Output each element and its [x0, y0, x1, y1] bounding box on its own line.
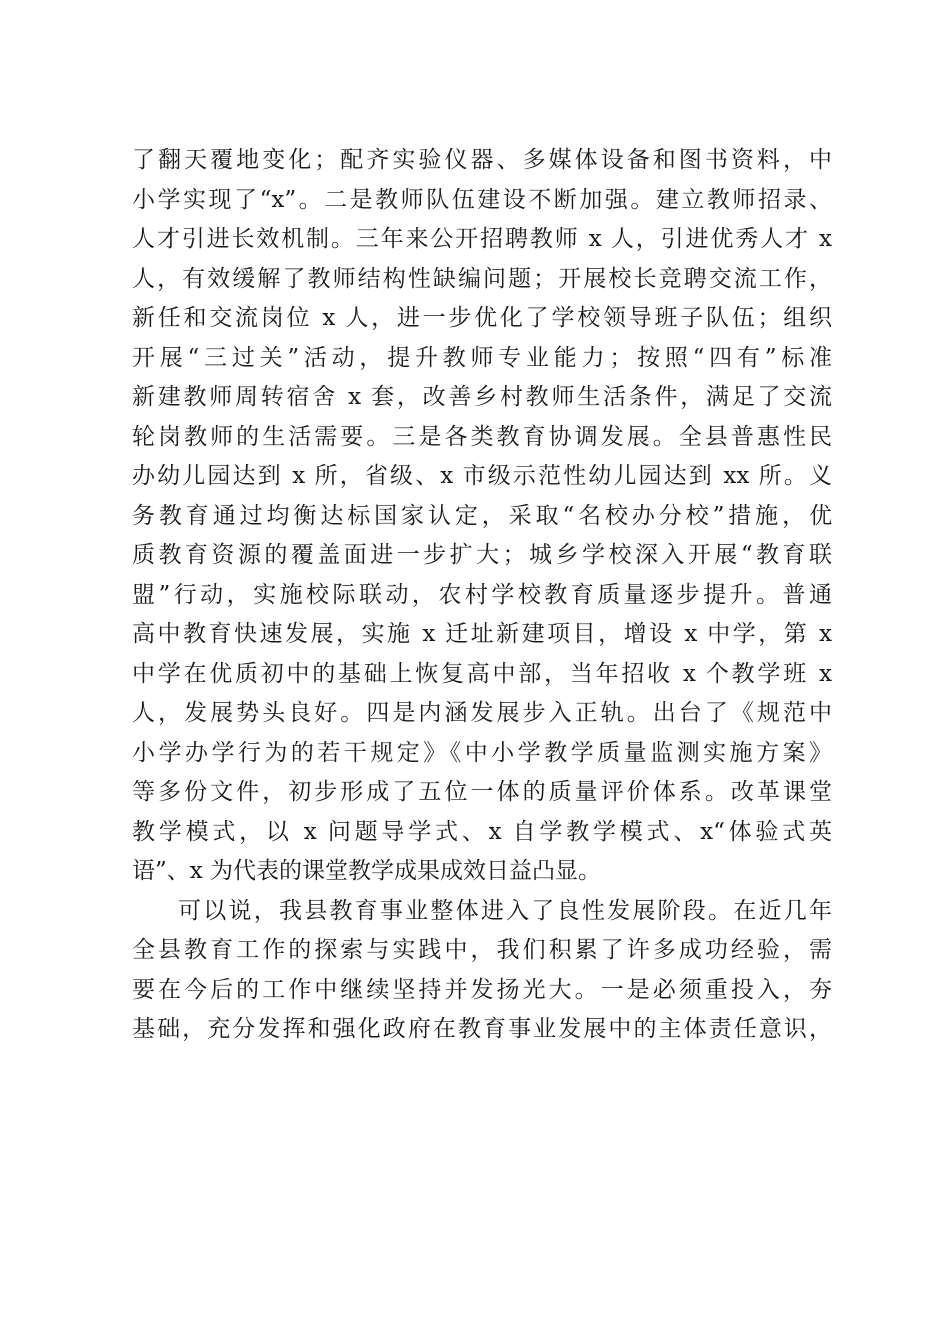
text-line: 要在今后的工作中继续坚持并发扬光大。一是必须重投入，夯: [132, 976, 832, 1003]
text-line: 小学办学行为的若干规定》《中小学教学质量监测实施方案》: [132, 739, 832, 766]
text-line: 办幼儿园达到 x 所，省级、x 市级示范性幼儿园达到 xx 所。义: [132, 463, 832, 489]
text-line: 教学模式，以 x 问题导学式、x 自学教学模式、x“体验式英: [132, 818, 832, 845]
document-body: [132, 141, 832, 1050]
text-line: 人，发展势头良好。四是内涵发展步入正轨。出台了《规范中: [132, 700, 832, 726]
text-line: 高中教育快速发展，实施 x 迁址新建项目，增设 x 中学，第 x: [132, 621, 832, 647]
paragraph-1: [132, 141, 832, 892]
text-line: 轮岗教师的生活需要。三是各类教育协调发展。全县普惠性民: [132, 423, 832, 450]
text-line: 质教育资源的覆盖面进一步扩大；城乡学校深入开展“教育联: [132, 542, 832, 568]
text-line: 等多份文件，初步形成了五位一体的质量评价体系。改革课堂: [132, 779, 832, 805]
text-line: 全县教育工作的探索与实践中，我们积累了许多成功经验，需: [132, 937, 832, 963]
text-line: 语”、x 为代表的课堂教学成果成效日益凸显。: [132, 858, 602, 884]
text-line: 可以说，我县教育事业整体进入了良性发展阶段。在近几年: [178, 897, 832, 924]
text-line: 新任和交流岗位 x 人，进一步优化了学校领导班子队伍；组织: [132, 305, 832, 331]
text-line: 了翻天覆地变化；配齐实验仪器、多媒体设备和图书资料，中: [132, 147, 832, 173]
text-line: 人，有效缓解了教师结构性缺编问题；开展校长竞聘交流工作，: [132, 265, 832, 292]
text-line: 开展“三过关”活动，提升教师专业能力；按照“四有”标准: [132, 344, 832, 371]
paragraph-2: [132, 892, 832, 1050]
text-line: 务教育通过均衡达标国家认定，采取“名校办分校”措施，优: [132, 502, 832, 529]
text-line: 盟”行动，实施校际联动，农村学校教育质量逐步提升。普通: [132, 581, 832, 608]
text-line: 中学在优质初中的基础上恢复高中部，当年招收 x 个教学班 x: [132, 660, 832, 687]
text-line: 人才引进长效机制。三年来公开招聘教师 x 人，引进优秀人才 x: [132, 226, 832, 252]
text-line: 基础，充分发挥和强化政府在教育事业发展中的主体责任意识，: [132, 1016, 832, 1042]
text-line: 新建教师周转宿舍 x 套，改善乡村教师生活条件，满足了交流: [132, 384, 832, 410]
text-line: 小学实现了“x”。二是教师队伍建设不断加强。建立教师招录、: [132, 186, 832, 213]
